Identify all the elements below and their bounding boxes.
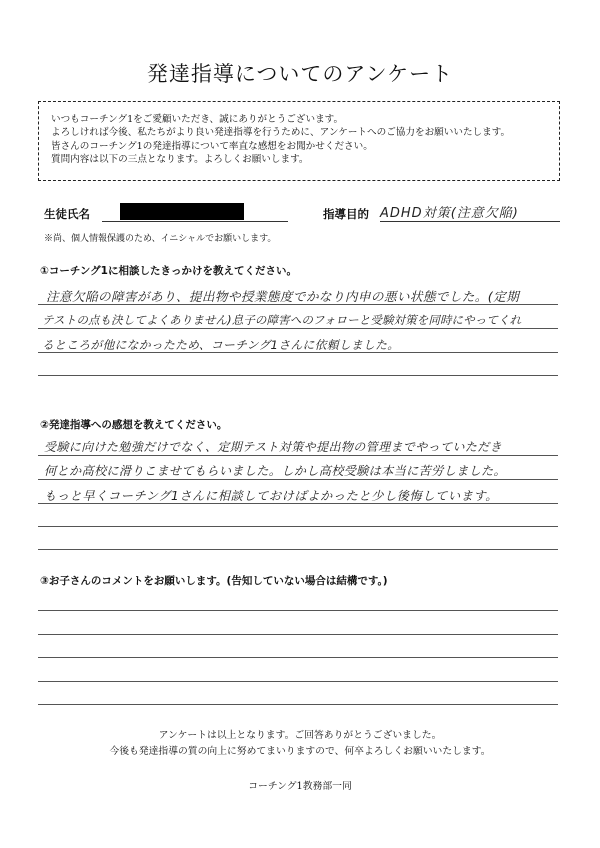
- answer-rule: [38, 526, 558, 527]
- student-name-label: 生徒氏名: [44, 207, 90, 221]
- footer-thanks: アンケートは以上となります。ご回答ありがとうございました。: [158, 730, 442, 741]
- answer-1-line-3: るところが他になかったため、コーチング1さんに依頼しました。: [42, 338, 400, 352]
- intro-line: よろしければ今後、私たちがより良い発達指導を行うために、アンケートへのご協力をお願いいたします。: [51, 127, 511, 139]
- answer-1-line-2: テストの点も決してよくありません)息子の障害へのフォローと受験対策を同時にやってくれ: [42, 313, 522, 327]
- intro-line: 皆さんのコーチング1の発達指導について率直な感想をお聞かせください。: [51, 140, 373, 152]
- answer-rule: [38, 352, 558, 353]
- answer-rule: [38, 503, 558, 504]
- answer-rule: [38, 681, 558, 682]
- answer-rule: [38, 610, 558, 611]
- footer-signature: コーチング1教務部一同: [248, 781, 352, 792]
- page-title: 発達指導についてのアンケート: [146, 62, 454, 86]
- question-3-heading: ③お子さんのコメントをお願いします。(告知していない場合は結構です。): [40, 575, 388, 587]
- question-1-heading: ①コーチング1に相談したきっかけを教えてください。: [40, 265, 297, 277]
- answer-rule: [38, 455, 558, 456]
- answer-rule: [38, 657, 558, 658]
- question-2-heading: ②発達指導への感想を教えてください。: [40, 419, 228, 431]
- answer-2-line-2: 何とか高校に滑りこませてもらいました。しかし高校受験は本当に苦労しました。: [44, 464, 507, 478]
- answer-rule: [38, 704, 558, 705]
- answer-2-line-3: もっと早くコーチング1さんに相談しておけばよかったと少し後悔しています。: [44, 489, 499, 503]
- purpose-line: [380, 221, 560, 222]
- intro-line: いつもコーチング1をご愛顧いただき、誠にありがとうございます。: [51, 114, 344, 125]
- answer-rule: [38, 375, 558, 376]
- answer-rule: [38, 328, 558, 329]
- answer-2-line-1: 受験に向けた勉強だけでなく、定期テスト対策や提出物の管理までやっていただき: [44, 440, 503, 454]
- purpose-label: 指導目的: [323, 207, 369, 221]
- intro-box: [38, 101, 560, 181]
- answer-1-line-1: 注意欠陥の障害があり、提出物や授業態度でかなり内申の悪い状態でした。(定期: [46, 289, 520, 304]
- redacted-student-name: [120, 203, 244, 220]
- purpose-value-handwritten: ADHD対策(注意欠陥): [380, 206, 519, 221]
- answer-rule: [38, 634, 558, 635]
- privacy-note: ※尚、個人情報保護のため、イニシャルでお願いします。: [44, 234, 277, 244]
- answer-rule: [38, 549, 558, 550]
- student-name-line: [102, 221, 288, 222]
- answer-rule: [38, 304, 558, 305]
- intro-line: 質問内容は以下の三点となります。よろしくお願いします。: [51, 154, 309, 166]
- footer-request: 今後も発達指導の質の向上に努めてまいりますので、何卒よろしくお願いいたします。: [109, 746, 491, 757]
- answer-rule: [38, 479, 558, 480]
